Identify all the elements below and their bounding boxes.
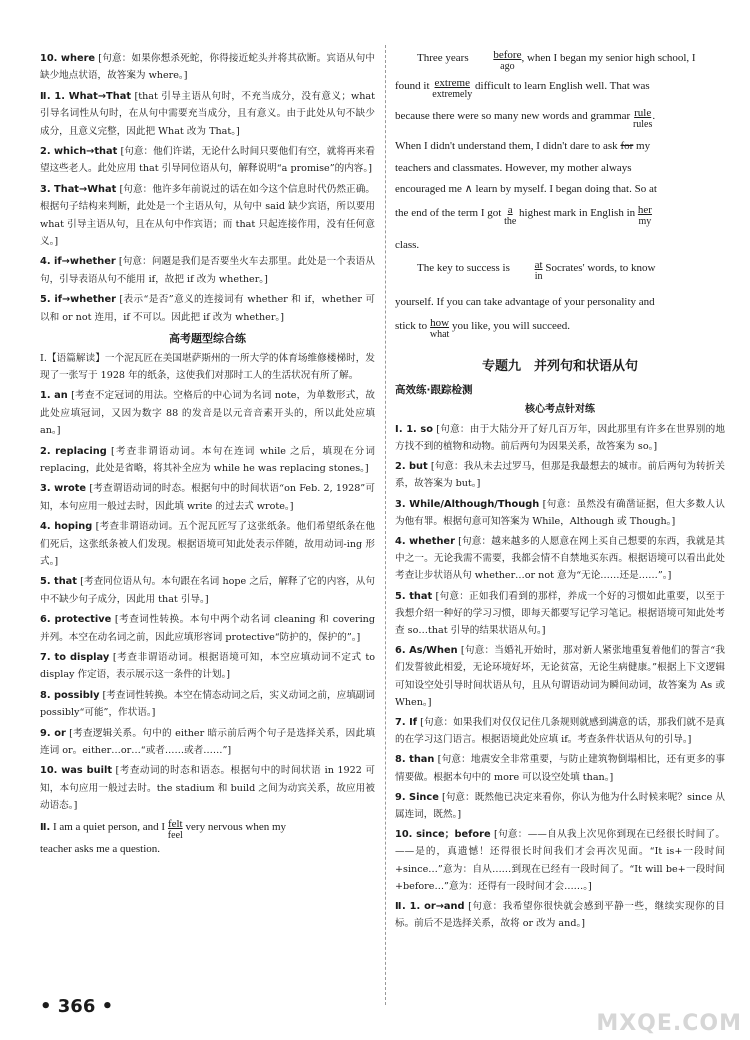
corrected-word: in xyxy=(534,271,543,283)
passage-text: encouraged me xyxy=(395,183,462,196)
passage-text: found it xyxy=(395,80,430,92)
answer-label: 2. which→that xyxy=(40,146,118,158)
correction-mark xyxy=(430,318,449,340)
corrected-word: extremely xyxy=(432,89,473,100)
answer-explanation: [句意：——自从我上次见你到现在已经很长时间了。——是的，真遗憾！还得很长时间我们才会再次见面。“It is+一段时间+since…”意为：自从……到现在已经有一段时间了。“It will be+一段时间+before…”意为：还得有一段时间才会……。] xyxy=(395,829,725,892)
answer-item xyxy=(40,443,375,478)
answer-item xyxy=(395,751,725,785)
answer-label: 8. than xyxy=(395,754,435,766)
answer-label: 10. was built xyxy=(40,765,113,777)
answer-explanation: [句意：我从未去过罗马，但那是我最想去的城市。前后两句为转折关系，故答案为 but。] xyxy=(395,461,725,490)
answer-item xyxy=(395,642,725,711)
watermark: MXQE.COM xyxy=(596,1011,742,1036)
passage-text: the end of the term I got xyxy=(395,206,502,219)
answer-item xyxy=(40,88,375,140)
passage-text: teacher asks me a question. xyxy=(40,842,161,855)
answer-label: 5. if→whether xyxy=(40,294,116,306)
answer-item xyxy=(40,253,375,288)
passage-text: you like, you will succeed. xyxy=(452,319,570,332)
answer-explanation: [考查谓语动词的时态。根据句中的时间状语“on Feb. 2, 1928”可知，本句应用一般过去时，因此填 write 的过去式 wrote。] xyxy=(40,483,376,512)
answer-list xyxy=(395,421,725,933)
answer-label: 4. if→whether xyxy=(40,256,116,268)
subsection-heading: 核心考点针对练 xyxy=(525,404,595,416)
section-heading: 高效练·跟踪检测 xyxy=(395,383,473,396)
answer-label: 8. possibly xyxy=(40,689,100,701)
answer-label: 2. replacing xyxy=(40,445,107,457)
answer-label: 7. to display xyxy=(40,652,110,663)
passage-text: When I didn't understand them, I didn't dare to ask xyxy=(395,140,618,152)
answer-explanation: [考查同位语从句。本句跟在名词 hope 之后，解释了它的内容，从句中不缺少句子成分，因此用 that 引导。] xyxy=(40,576,375,605)
answer-item xyxy=(40,181,375,251)
answer-label: 7. If xyxy=(395,717,417,728)
passage-line xyxy=(395,318,725,340)
passage-intro: Ⅰ.【语篇解读】一个泥瓦匠在美国堪萨斯州的一所大学的体育场维修楼梯时，发现了一张写于 1928 年的纸条，这使我们对那时工人的生活状况有所了解。 xyxy=(40,352,375,381)
answer-label: 6. As/When xyxy=(395,645,458,657)
passage-line xyxy=(395,260,725,282)
left-column xyxy=(40,50,375,861)
passage-text: . xyxy=(652,110,656,122)
wrong-word: at xyxy=(534,259,543,272)
passage-line: class. xyxy=(395,238,420,251)
answer-label: Ⅰ. 1. so xyxy=(395,423,433,435)
answer-explanation: [考查词性转换。本句中两个动名词 cleaning 和 covering 并列。本空在动名词之前，因此应填形容词 protective“防护的，保护的”。] xyxy=(40,614,375,643)
passage-line: yourself. If you can take advantage of your personality and xyxy=(395,296,655,309)
answer-item xyxy=(395,421,725,455)
passage-text: very nervous when my xyxy=(185,820,287,833)
corrected-word: the xyxy=(504,215,517,227)
answer-explanation: [考查非谓语动词。根据语境可知，本空应填动词不定式 to display 作定语，表示展示这一条件的计划。] xyxy=(40,652,375,681)
answer-label: Ⅱ. 1. or→and xyxy=(395,901,465,913)
passage-text: , when I began my senior high school, I xyxy=(521,52,696,64)
answer-label: Ⅱ. 1. What→That xyxy=(40,90,132,102)
answer-explanation: [考查非谓语动词。五个泥瓦匠写了这张纸条。他们希望纸条在他们死后，这张纸条被人们发现。根据语境可知此处表示伴随，故用动词-ing 形式。] xyxy=(40,521,375,567)
corrected-word: my xyxy=(638,215,652,227)
answer-label: 6. protective xyxy=(40,614,112,626)
answer-item xyxy=(40,573,375,608)
answer-label: 3. While/Although/Though xyxy=(395,498,540,510)
answer-explanation: [考查不定冠词的用法。空格后的中心词为名词 note，为单数形式，故此处应填冠词，又因为数字 88 的发音是以元音音素开头的，所以此处应填 an。] xyxy=(40,390,375,437)
passage-line xyxy=(395,50,725,72)
wrong-word: rule xyxy=(634,107,652,119)
answer-item xyxy=(40,762,375,814)
correction-mark xyxy=(504,205,516,227)
answer-explanation: [句意：如果你想杀死蛇，你得接近蛇头并将其砍断。宾语从句中缺少地点状语，故答案为 where。] xyxy=(40,53,375,82)
passage-line xyxy=(395,138,725,156)
passage-text: my xyxy=(636,140,651,152)
passage-line xyxy=(395,181,725,199)
answer-explanation: [句意：他们许诺，无论什么时间只要他们有空，就将再来看望这些老人。此处应用 that 引导同位语从句，解释说明“a promise”的内容。] xyxy=(40,146,375,175)
passage-text: difficult to learn English well. That was xyxy=(475,80,650,92)
answer-explanation: [句意：由于大陆分开了好几百万年，因此那里有许多在世界别的地方找不到的植物和动物。前后两句为因果关系，故答案为 so。] xyxy=(395,423,725,452)
passage-text: stick to xyxy=(395,319,428,332)
answer-label: 3. wrote xyxy=(40,483,87,495)
section-label: Ⅱ. xyxy=(40,821,51,833)
answer-label: 4. whether xyxy=(395,535,455,547)
deleted-word: for xyxy=(620,140,634,152)
answer-explanation: [考查动词的时态和语态。根据句中的时间状语 in 1922 可知，本句应用一般过去时。the stadium 和 build 之间为动宾关系，故应用被动语态。] xyxy=(40,765,375,812)
wrong-word: a xyxy=(507,203,513,216)
answer-explanation: [句意：当婚礼开始时，那对新人紧张地重复着他们的誓言“我们发誓彼此相爱，无论环境好坏，无论贫富，无论生病健康。”根据上下文逻辑可知设空处引导时间状语从句，且从句谓语动词为瞬间动词，故答案为 As 或 When。] xyxy=(395,645,725,708)
answer-item xyxy=(40,480,375,515)
passage-text: highest mark in English in xyxy=(519,206,636,219)
answer-item xyxy=(40,687,375,722)
answer-item xyxy=(40,649,375,684)
answer-label: 2. but xyxy=(395,461,428,473)
corrected-word: feel xyxy=(167,829,183,841)
section-title: 高考题型综合练 xyxy=(169,332,246,346)
answer-explanation: [句意：如果我们对仅仅记住几条规则就感到满意的话，那我们就不是真的在学习这门语言。根据语境此处应填 if。考查条件状语从句的引导。] xyxy=(395,717,725,746)
wrong-word: her xyxy=(637,203,652,216)
correction-passage xyxy=(40,819,375,858)
answer-label: 3. That→What xyxy=(40,183,117,195)
answer-item xyxy=(40,387,375,439)
answer-label: 9. Since xyxy=(395,791,439,803)
corrected-word: what xyxy=(429,328,450,340)
wrong-word: extreme xyxy=(434,77,470,89)
answer-item xyxy=(395,789,725,823)
answer-label: 9. or xyxy=(40,727,66,739)
answer-explanation: [句意：虽然没有确凿证据，但大多数人认为他有罪。根据句意可知答案为 While，Although 或 Though。] xyxy=(395,498,725,527)
answer-label: 5. that xyxy=(395,590,433,602)
answer-item xyxy=(395,898,725,932)
answer-item xyxy=(395,588,725,640)
insert-mark: ∧ xyxy=(464,183,473,196)
corrected-word: ago xyxy=(500,61,515,72)
correction-mark xyxy=(432,78,472,100)
answer-item xyxy=(40,291,375,326)
correction-mark xyxy=(513,260,543,282)
answer-list xyxy=(40,387,375,814)
wrong-word: before xyxy=(493,49,522,61)
passage-text: Socrates' words, to know xyxy=(545,262,656,275)
answer-item xyxy=(40,518,375,570)
answer-explanation: [考查非谓语动词。本句在连词 while 之后，填现在分词 replacing，此处是省略，将其补全应为 while he was replacing stones。] xyxy=(40,445,376,474)
correction-mark xyxy=(633,108,652,130)
topic-title: 专题九 并列句和状语从句 xyxy=(481,358,638,374)
passage-line xyxy=(395,108,725,130)
answer-explanation: [that 引导主语从句时，不充当成分，没有意义；what 引导名词性从句时，在从句中需要充当成分，且有意义。由于此处从句不缺少成分，且意义完整，因此把 What 改为 That。] xyxy=(40,90,375,137)
correction-mark xyxy=(471,50,521,72)
answer-label: 5. that xyxy=(40,576,77,588)
answer-label: 1. an xyxy=(40,390,68,402)
wrong-word: felt xyxy=(167,817,183,830)
column-divider xyxy=(385,45,386,1005)
answer-explanation: [句意：他许多年前说过的话在如今这个信息时代仍然正确。根据句子结构来判断，此处是一个主语从句，从句中 said 缺少宾语，所以要用 what 引导主语从句，且在从句中作宾语；而 that 只起连接作用，没有任何意义。] xyxy=(40,183,375,248)
passage-text: I am a quiet person, and I xyxy=(52,820,166,833)
answer-explanation: [考查词性转换。本空在情态动词之后，实义动词之前，应填副词 possibly“可能”，作状语。] xyxy=(40,689,375,719)
answer-explanation: [句意：问题是我们是否要坐火车去那里。此处是一个表语从句，引导表语从句不能用 if，故把 if 改为 whether。] xyxy=(40,256,375,285)
answer-explanation: [句意：越来越多的人愿意在网上买自己想要的东西，我就是其中之一。无论我需不需要，我都会情不自禁地买东西。根据语境可以看出此处考查让步状语从句 whether…or not 意为“无论……还是……”。] xyxy=(395,535,725,582)
page-number: • 366 • xyxy=(40,996,114,1017)
passage-text: Three years xyxy=(417,52,469,64)
answer-item xyxy=(395,533,725,585)
answer-item xyxy=(395,714,725,748)
passage-line xyxy=(395,78,725,100)
answer-item xyxy=(40,611,375,646)
answer-item xyxy=(40,143,375,178)
wrong-word: how xyxy=(430,316,450,329)
corrected-word: rules xyxy=(632,119,653,130)
answer-explanation: [句意：既然他已决定来看你，你认为他为什么时候来呢？since 从属连词，既然。] xyxy=(395,791,725,821)
answer-item xyxy=(40,50,375,85)
answer-explanation: [句意：我希望你很快就会感到平静一些，继续实现你的目标。前后不是选择关系，故将 or 改为 and。] xyxy=(395,901,726,930)
passage-line xyxy=(395,205,725,227)
passage-line: teachers and classmates. However, my mother always xyxy=(395,161,632,174)
answer-label: 10. since；before xyxy=(395,829,491,841)
correction-mark xyxy=(168,819,183,841)
answer-item xyxy=(40,725,375,760)
answer-label: 10. where xyxy=(40,53,96,64)
answer-item xyxy=(395,496,725,530)
answer-explanation: [考查逻辑关系。句中的 either 暗示前后两个句子是选择关系，因此填连词 or。either…or…“或者……或者……”] xyxy=(40,727,375,757)
answer-explanation: [句意：正如我们看到的那样，养成一个好的习惯如此重要，以至于我想介绍一种好的学习习惯，即每天都要写记学习笔记。根据语境可知此处考查 so…that 引导的结果状语从句。] xyxy=(395,590,725,636)
passage-text: because there were so many new words and grammar xyxy=(395,110,631,122)
right-column xyxy=(395,50,725,935)
answer-label: 4. hoping xyxy=(40,521,93,533)
correction-mark xyxy=(638,205,652,227)
passage-text: The key to success is xyxy=(417,262,510,275)
passage-text: learn by myself. I began doing that. So at xyxy=(475,183,657,196)
answer-item xyxy=(395,458,725,492)
answer-item xyxy=(395,826,725,895)
answer-explanation: [句意：地震安全非常重要，与防止建筑物倒塌相比，还有更多的事情要做。根据本句中的 more 可以设空处填 than。] xyxy=(395,754,725,783)
answer-explanation: [表示“是否”意义的连接词有 whether 和 if，whether 可以和 or not 连用，if 不可以。因此把 if 改为 whether。] xyxy=(40,294,375,323)
